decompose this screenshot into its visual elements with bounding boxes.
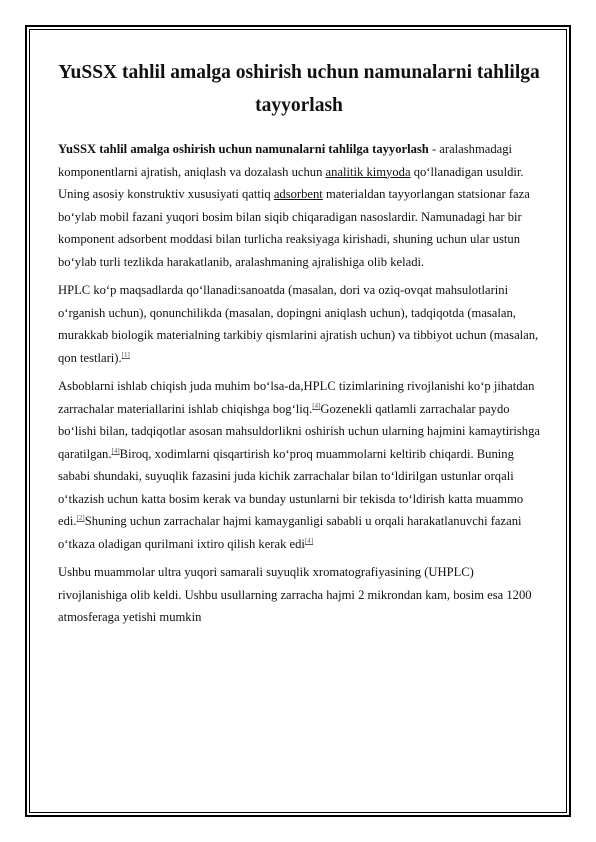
link-adsorbent[interactable]: adsorbent xyxy=(273,187,323,201)
reference-link[interactable]: [4] xyxy=(111,446,120,455)
document-body xyxy=(58,56,540,635)
reference-link[interactable]: [4] xyxy=(304,536,314,545)
page-title: YuSSX tahlil amalga oshirish uchun namunalarni tahlilga tayyorlash xyxy=(58,62,540,116)
reference-link[interactable]: [4] xyxy=(312,401,321,410)
paragraph-uhplc: Ushbu muammolar ultra yuqori samarali suyuqlik xromatografiyasining (UHPLC) rivojlanishiga olib keldi. Ushbu usullarning zarracha hajmi 2 mikrondan kam, bosim esa 1200 atmosferaga yetishi mumkin xyxy=(58,565,532,624)
reference-link[interactable]: [2] xyxy=(76,514,85,522)
paragraph-intro: YuSSX tahlil amalga oshirish uchun namunalarni tahlilga tayyorlash - aralashmadagi komponentlarni ajratish, aniqlash va dozalash uchun analitik kimyoda qo‘llanadigan usuldir. Uning asosiy konstruktiv xususiyati qattiq adsorbent materialdan tayyorlangan statsionar faza bo‘ylab mobil fazani yuqori bosim bilan siqib chiqaradigan nasoslardir. Namunadagi har bir komponent adsorbent moddasi bilan turlicha reaksiyaga kirishadi, shuning uchun ular ustun bo‘ylab turli tezlikda harakatlanib, aralashmaning ajralishiga olib keladi. xyxy=(58,142,530,269)
paragraph-development: Asboblarni ishlab chiqish juda muhim bo‘lsa-da,HPLC tizimlarining rivojlanishi ko‘p jihatdan zarrachalar materiallarini ishlab chiqishga bog‘liq.[4]Gozenekli qatlamli zarrachalar paydo bo‘lishi bilan, tadqiqotlar asosan mahsuldorlikni oshirish uchun ularning hajmini kamaytirishga qaratilgan.[4]Biroq, xodimlarni qisqartirish ko‘proq muammolarni keltirib chiqardi. Buning sababi shundaki, suyuqlik fazasini juda kichik zarrachalar bilan to‘ldirilgan ustunlar orqali o‘tkazish uchun katta bosim kerak va bunday ustunlarni bir tekisda to‘ldirish katta muammo edi.[2]Shuning uchun zarrachalar hajmi kamayganligi sababli u orqali harakatlanuvchi fazani o‘tkaza oladigan qurilmani ixtiro qilish kerak edi[4] xyxy=(58,379,540,551)
bold-lead: YuSSX tahlil amalga oshirish uchun namunalarni tahlilga tayyorlash xyxy=(58,142,429,156)
link-analitik-kimyoda[interactable]: analitik kimyoda xyxy=(325,164,411,179)
reference-link[interactable]: [1] xyxy=(121,350,130,359)
paragraph-hplc-uses: HPLC ko‘p maqsadlarda qo‘llanadi:sanoatda (masalan, dori va oziq-ovqat mahsulotlarini o‘rganish uchun), qonunchilikda (masalan, dopingni aniqlash uchun), tadqiqotda (masalan, murakkab biologik materialning tarkibiy qismlarini ajratish uchun) va tibbiyot uchun (masalan, qon testlari).[1] xyxy=(58,283,539,365)
